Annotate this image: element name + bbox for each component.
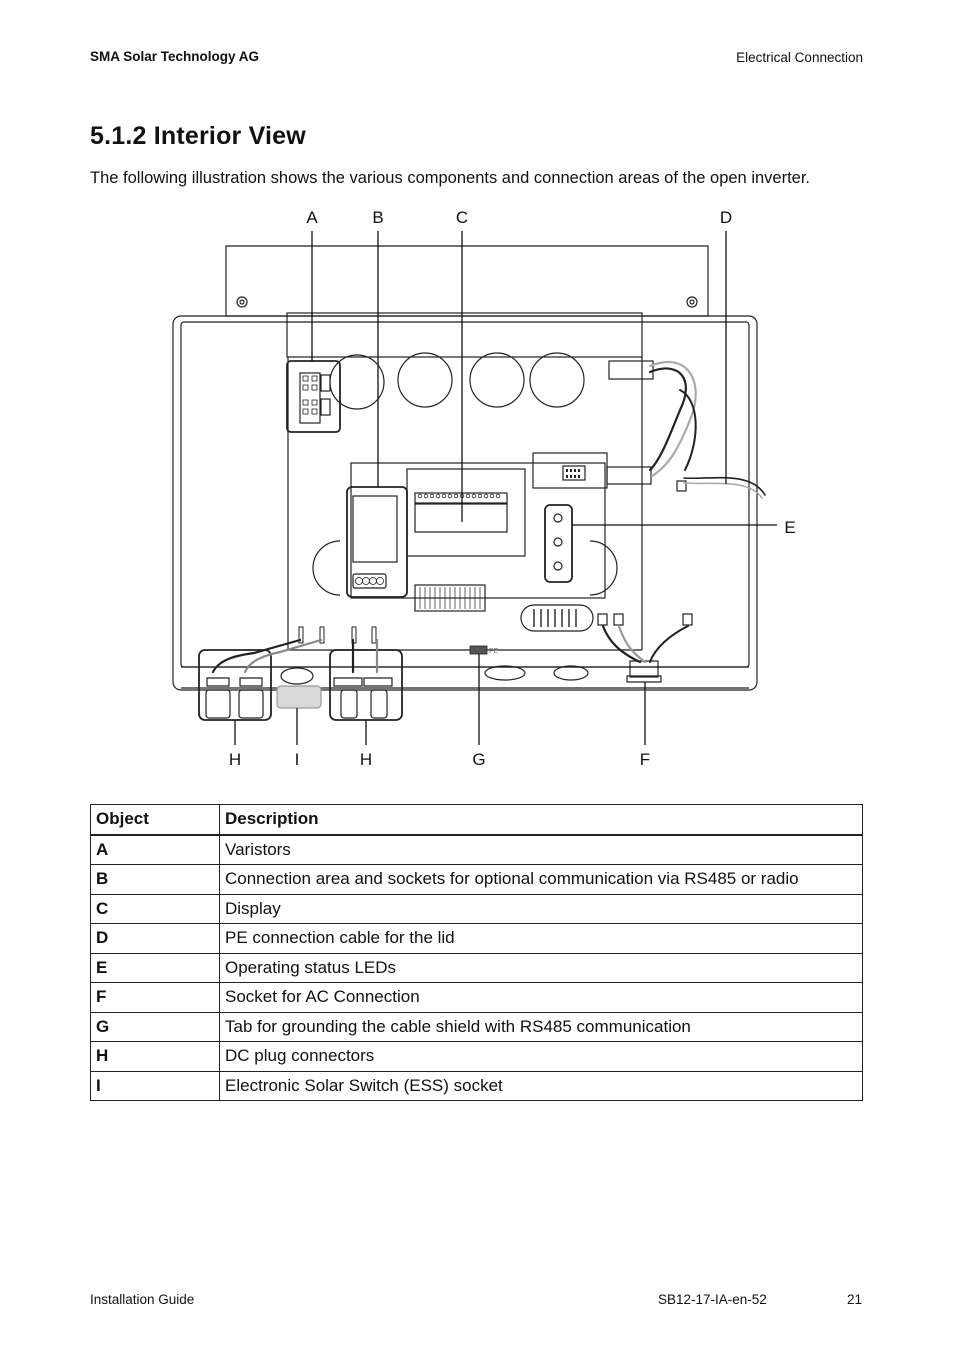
column-header-description: Description [220, 805, 863, 835]
description-cell: Operating status LEDs [220, 953, 863, 983]
object-cell: C [91, 894, 220, 924]
display-screen [415, 504, 507, 532]
description-cell: PE connection cable for the lid [220, 924, 863, 954]
callout-e: E [784, 518, 796, 537]
column-header-object: Object [91, 805, 220, 835]
description-cell: Socket for AC Connection [220, 983, 863, 1013]
table-row [91, 835, 863, 865]
object-cell: F [91, 983, 220, 1013]
description-cell: Electronic Solar Switch (ESS) socket [220, 1071, 863, 1101]
callout-h-left: H [228, 750, 242, 769]
object-cell: A [91, 835, 220, 865]
table-row [91, 865, 863, 895]
table-row [91, 1012, 863, 1042]
object-cell: B [91, 865, 220, 895]
section-title: 5.1.2 Interior View [90, 122, 306, 150]
ac-vent [521, 605, 593, 631]
description-cell: Connection area and sockets for optional communication via RS485 or radio [220, 865, 863, 895]
callout-f: F [639, 750, 651, 769]
table-row [91, 1042, 863, 1072]
callout-d: D [719, 208, 733, 227]
header-company: SMA Solar Technology AG [90, 49, 260, 64]
table-header-row [91, 805, 863, 835]
enclosure-inner [181, 322, 749, 667]
page-number: 21 [846, 1292, 862, 1307]
object-cell: D [91, 924, 220, 954]
screw-right [687, 297, 697, 307]
table-row [91, 1071, 863, 1101]
description-cell: Display [220, 894, 863, 924]
callout-i: I [294, 750, 300, 769]
object-description-table [90, 804, 863, 1101]
ac-cable-gland [630, 661, 658, 677]
table-row [91, 983, 863, 1013]
table-row [91, 953, 863, 983]
callout-h-right: H [359, 750, 373, 769]
screw-left [237, 297, 247, 307]
main-board [351, 463, 605, 598]
mounting-plate [226, 246, 708, 316]
callout-g: G [472, 750, 486, 769]
ess-socket [277, 686, 321, 708]
grounding-tab [470, 646, 487, 654]
description-cell: Tab for grounding the cable shield with RS485 communication [220, 1012, 863, 1042]
table-row [91, 924, 863, 954]
description-cell: Varistors [220, 835, 863, 865]
inverter-interior-illustration [0, 195, 954, 785]
footer-guide: Installation Guide [90, 1292, 195, 1307]
callout-b: B [372, 208, 384, 227]
table-row [91, 894, 863, 924]
object-cell: G [91, 1012, 220, 1042]
intro-paragraph: The following illustration shows the various components and connection areas of the open inverter. [90, 169, 811, 187]
header-chapter: Electrical Connection [736, 50, 863, 65]
description-cell: DC plug connectors [220, 1042, 863, 1072]
dc-plug-group-left [199, 650, 271, 720]
object-cell: H [91, 1042, 220, 1072]
footer-doc-code: SB12-17-IA-en-52 [658, 1292, 767, 1307]
callout-a: A [306, 208, 318, 227]
object-cell: E [91, 953, 220, 983]
pe-tag: PE [489, 648, 499, 655]
callout-c: C [455, 208, 469, 227]
object-cell: I [91, 1071, 220, 1101]
communication-module [347, 487, 407, 597]
